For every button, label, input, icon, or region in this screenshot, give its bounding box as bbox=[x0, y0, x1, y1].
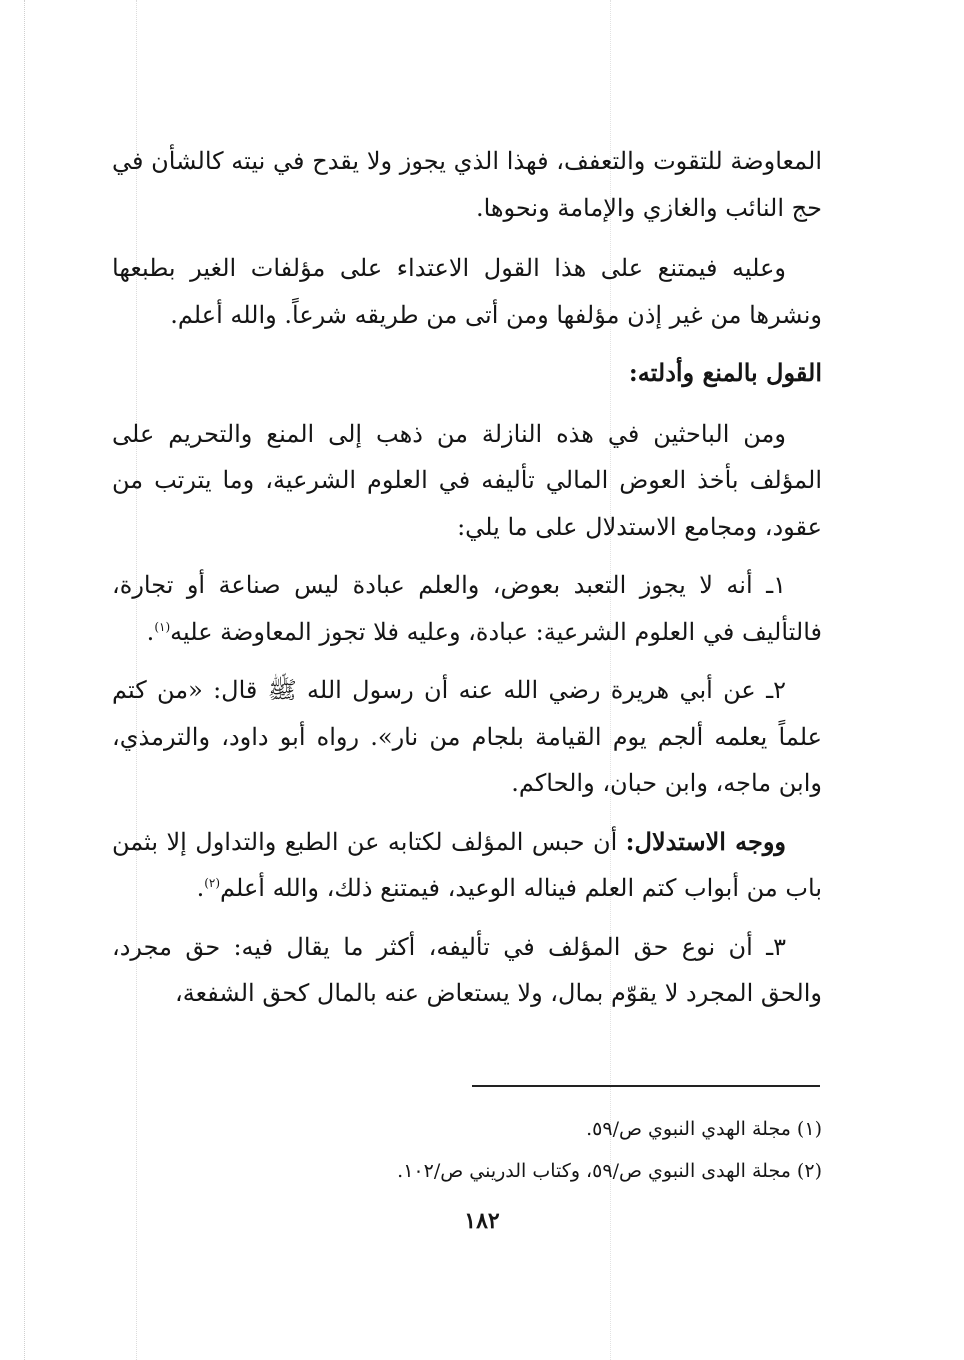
paragraph-1: المعاوضة للتقوت والتعفف، فهذا الذي يجوز ولا يقدح في نيته كالشأن في حج النائب والغازي والإمامة ونحوها. bbox=[112, 147, 822, 222]
footnote-2: (٢) مجلة الهدى النبوي ص/٥٩، وكتاب الدريني ص/١٠٢. bbox=[397, 1160, 822, 1182]
scan-artifact-line bbox=[24, 0, 25, 1360]
paragraph-5: ٢ـ عن أبي هريرة رضي الله عنه أن رسول الله ﷺ قال: «من كتم علماً يعلمه ألجم يوم القيامة بلجام من نار». رواه أبو داود، والترمذي، وابن ماجه، وابن حبان، والحاكم. bbox=[112, 676, 822, 797]
page-number: ١٨٢ bbox=[464, 1208, 500, 1234]
paragraph-6-end: . bbox=[196, 874, 205, 902]
footnote-ref-1: (١) bbox=[154, 619, 171, 634]
section-heading: القول بالمنع وأدلته: bbox=[628, 358, 822, 387]
paragraph-2: وعليه فيمتنع على هذا القول الاعتداء على مؤلفات الغير بطبعها ونشرها من غير إذن مؤلفها ومن أتى من طريقه شرعاً. والله أعلم. bbox=[112, 254, 822, 329]
paragraph-6 bbox=[112, 819, 822, 912]
footnote-ref-2: (٢) bbox=[204, 876, 221, 890]
paragraph-4 bbox=[112, 562, 822, 655]
body-text bbox=[112, 138, 822, 1017]
paragraph-3: ومن الباحثين في هذه النازلة من ذهب إلى المنع والتحريم على المؤلف بأخذ العوض المالي تأليفه في العلوم الشرعية، وما يترتب من عقود، ومجامع الاستدلال على ما يلي: bbox=[112, 419, 822, 541]
paragraph-6-label: ووجه الاستدلال: bbox=[625, 826, 786, 856]
paragraph-4-text: ١ـ أنه لا يجوز التعبد بعوض، والعلم عبادة ليس صناعة أو تجارة، فالتأليف في العلوم الشرعية: عبادة، وعليه فلا تجوز المعاوضة عليه bbox=[112, 571, 822, 646]
paragraph-6-text: أن حبس المؤلف لكتابه عن الطبع والتداول إلا بثمن باب من أبواب كتم العلم فيناله الوعيد، فيمتنع ذلك، والله أعلم bbox=[112, 827, 822, 902]
footnote-1: (١) مجلة الهدي النبوي ص/٥٩. bbox=[586, 1118, 822, 1140]
paragraph-4-end: . bbox=[146, 617, 155, 646]
footnote-divider bbox=[472, 1085, 820, 1087]
footnotes bbox=[200, 1108, 822, 1192]
paragraph-7: ٣ـ أن نوع حق المؤلف في تأليفه، أكثر ما يقال فيه: حق مجرد، والحق المجرد لا يقوّم بمال، ولا يستعاض عنه بالمال كحق الشفعة، bbox=[112, 932, 822, 1007]
